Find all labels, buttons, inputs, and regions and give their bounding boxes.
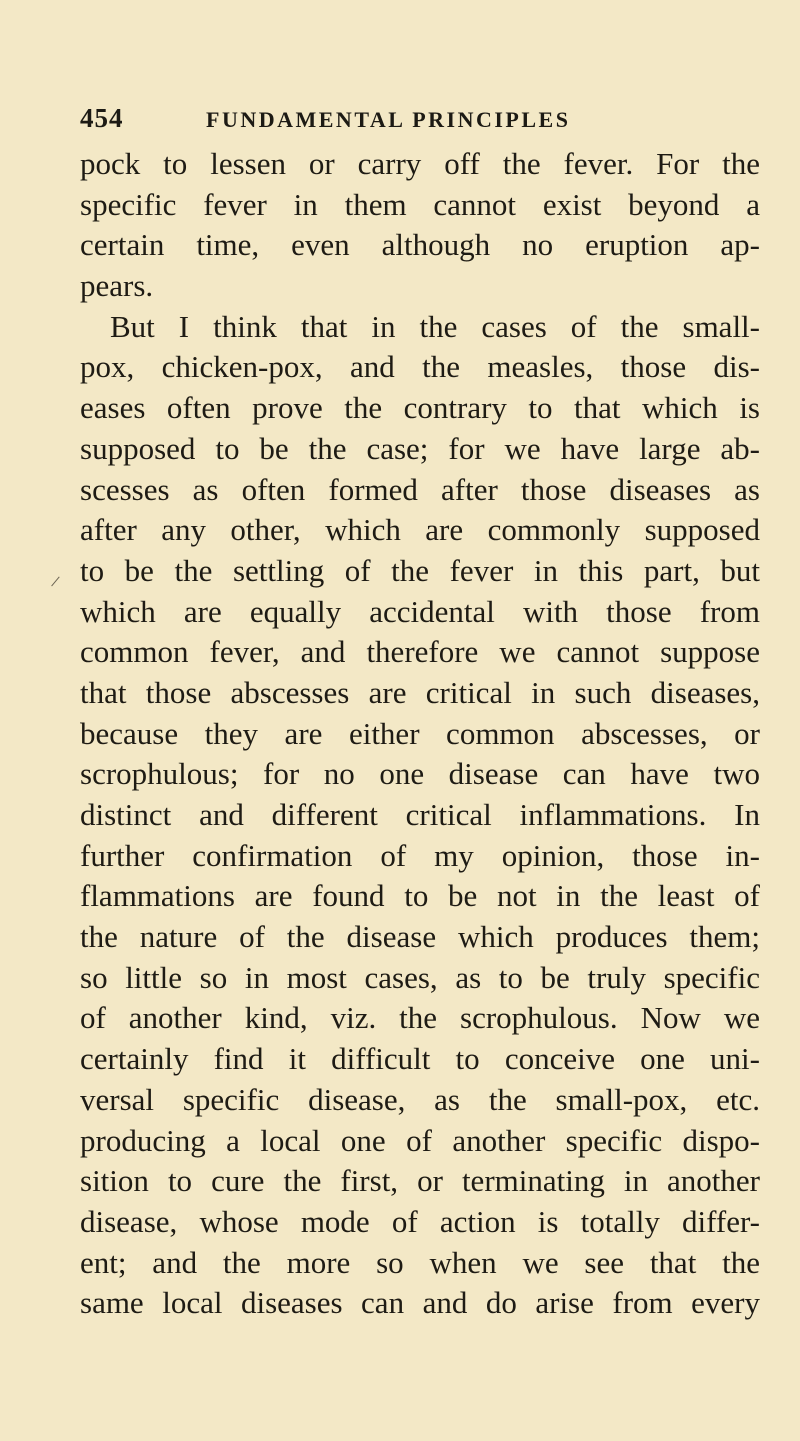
- text-line: scrophulous; for no one disease can have two: [80, 756, 760, 792]
- text-line: that those abscesses are critical in such diseases,: [80, 674, 760, 710]
- text-line: versal specific disease, as the small-pox, etc.: [80, 1081, 760, 1117]
- text-line: of another kind, viz. the scrophulous. Now we: [80, 1000, 760, 1036]
- text-line: certain time, even although no eruption ap-: [80, 227, 760, 263]
- text-line: supposed to be the case; for we have large ab-: [80, 430, 760, 466]
- text-line: ent; and the more so when we see that the: [80, 1244, 760, 1280]
- body-text: [80, 144, 760, 1324]
- text-line: certainly find it difficult to conceive one uni-: [80, 1041, 760, 1077]
- text-line: common fever, and therefore we cannot suppose: [80, 634, 760, 670]
- text-line: disease, whose mode of action is totally differ-: [80, 1203, 760, 1239]
- text-line: further confirmation of my opinion, those in-: [80, 837, 760, 873]
- text-line: pock to lessen or carry off the fever. For the: [80, 146, 760, 181]
- page-number: 454: [80, 103, 124, 133]
- margin-pencil-mark: [51, 577, 66, 592]
- text-line: flammations are found to be not in the least of: [80, 878, 760, 914]
- text-line: to be the settling of the fever in this part, but: [80, 552, 760, 588]
- text-line: pox, chicken-pox, and the measles, those dis-: [80, 349, 760, 385]
- text-line: specific fever in them cannot exist beyond a: [80, 186, 760, 222]
- text-line: distinct and different critical inflammations. In: [80, 797, 760, 832]
- text-line: sition to cure the first, or terminating in another: [80, 1163, 760, 1199]
- text-line: producing a local one of another specific dispo-: [80, 1122, 760, 1158]
- running-head: FUNDAMENTAL PRINCIPLES: [206, 107, 571, 132]
- text-line: But I think that in the cases of the small-: [110, 308, 760, 344]
- text-line: because they are either common abscesses, or: [80, 715, 760, 751]
- text-line: which are equally accidental with those from: [80, 593, 760, 629]
- text-line: so little so in most cases, as to be truly specific: [80, 959, 760, 995]
- text-line: same local diseases can and do arise from every: [80, 1285, 760, 1321]
- page-header: [80, 103, 760, 143]
- text-line: after any other, which are commonly supposed: [80, 512, 760, 548]
- text-line: the nature of the disease which produces them;: [80, 919, 760, 955]
- text-line: scesses as often formed after those diseases as: [80, 471, 760, 507]
- text-line: eases often prove the contrary to that which is: [80, 390, 760, 426]
- text-line: pears.: [80, 268, 154, 304]
